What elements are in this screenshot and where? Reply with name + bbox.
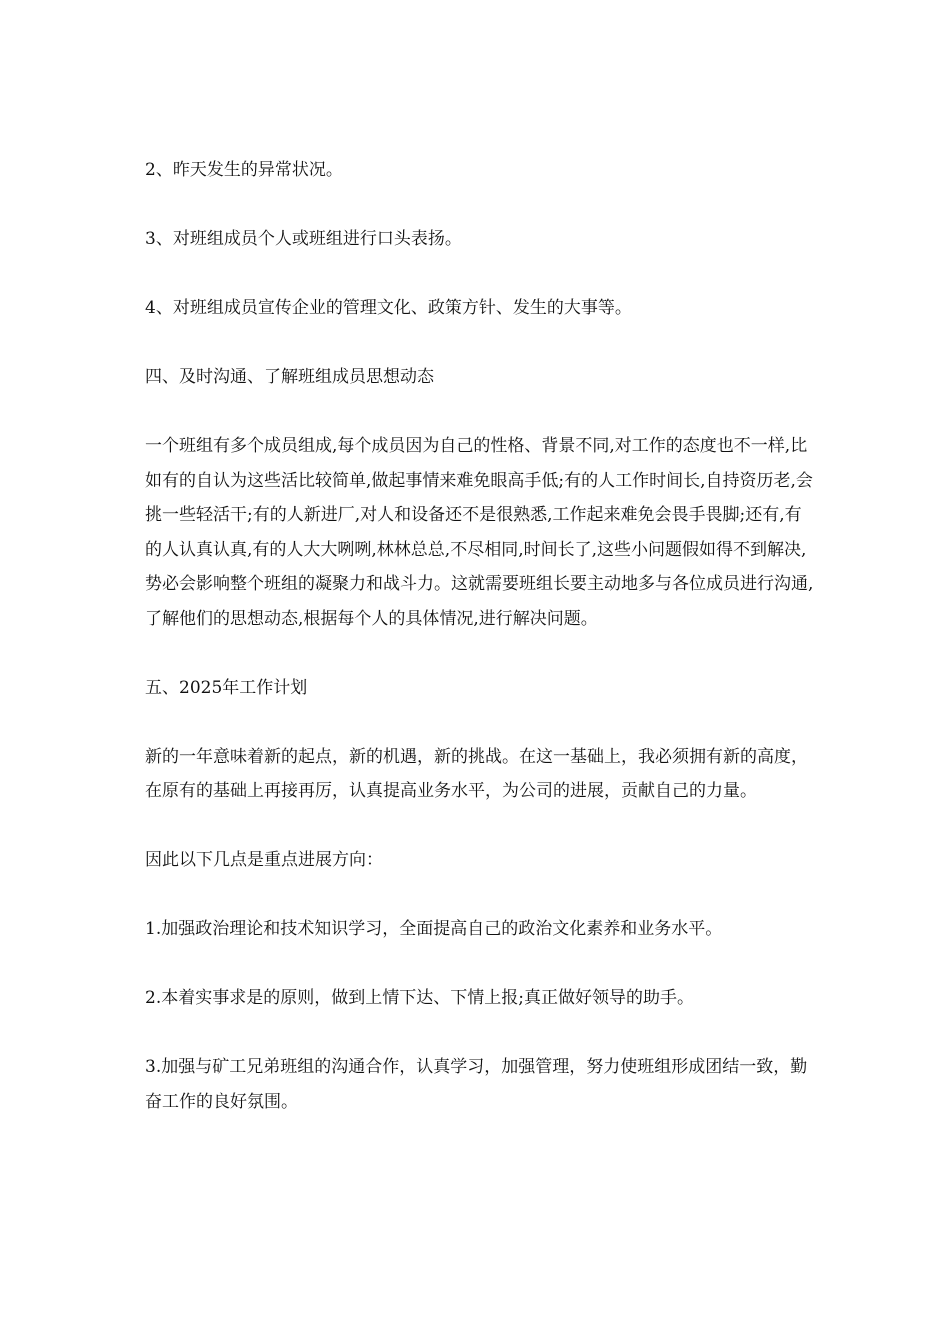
body-paragraph-communication: 一个班组有多个成员组成,每个成员因为自己的性格、背景不同,对工作的态度也不一样,比如有的自认为这些活比较简单,做起事情来难免眼高手低;有的人工作时间长,自持资历老,会挑一些轻活干;有的人新进厂,对人和设备还不是很熟悉,工作起来难免会畏手畏脚;还有,有的人认真认真,有的人大大咧咧,林林总总,不尽相同,时间长了,这些小问题假如得不到解决,势必会影响整个班组的凝聚力和战斗力。这就需要班组长要主动地多与各位成员进行沟通,了解他们的思想动态,根据每个人的具体情况,进行解决问题。 [145,436,814,629]
plan-item-3: 3.加强与矿工兄弟班组的沟通合作，认真学习，加强管理，努力使班组形成团结一致，勤奋工作的良好氛围。 [145,1057,808,1112]
list-item-2: 2、昨天发生的异常状况。 [145,160,343,180]
section-heading-4: 四、及时沟通、了解班组成员思想动态 [145,367,434,387]
section-heading-5: 五、2025年工作计划 [145,677,308,698]
list-item-4: 4、对班组成员宣传企业的管理文化、政策方针、发生的大事等。 [145,298,632,318]
list-item-3: 3、对班组成员个人或班组进行口头表扬。 [145,229,462,249]
plan-item-1: 1.加强政治理论和技术知识学习，全面提高自己的政治文化素养和业务水平。 [145,919,723,939]
body-paragraph-new-year: 新的一年意味着新的起点，新的机遇，新的挑战。在这一基础上，我必须拥有新的高度，在原有的基础上再接再厉，认真提高业务水平，为公司的进展，贡献自己的力量。 [145,746,808,801]
plan-item-2: 2.本着实事求是的原则，做到上情下达、下情上报;真正做好领导的助手。 [145,988,694,1008]
focus-intro: 因此以下几点是重点进展方向： [145,850,383,870]
document-body [145,153,815,1154]
